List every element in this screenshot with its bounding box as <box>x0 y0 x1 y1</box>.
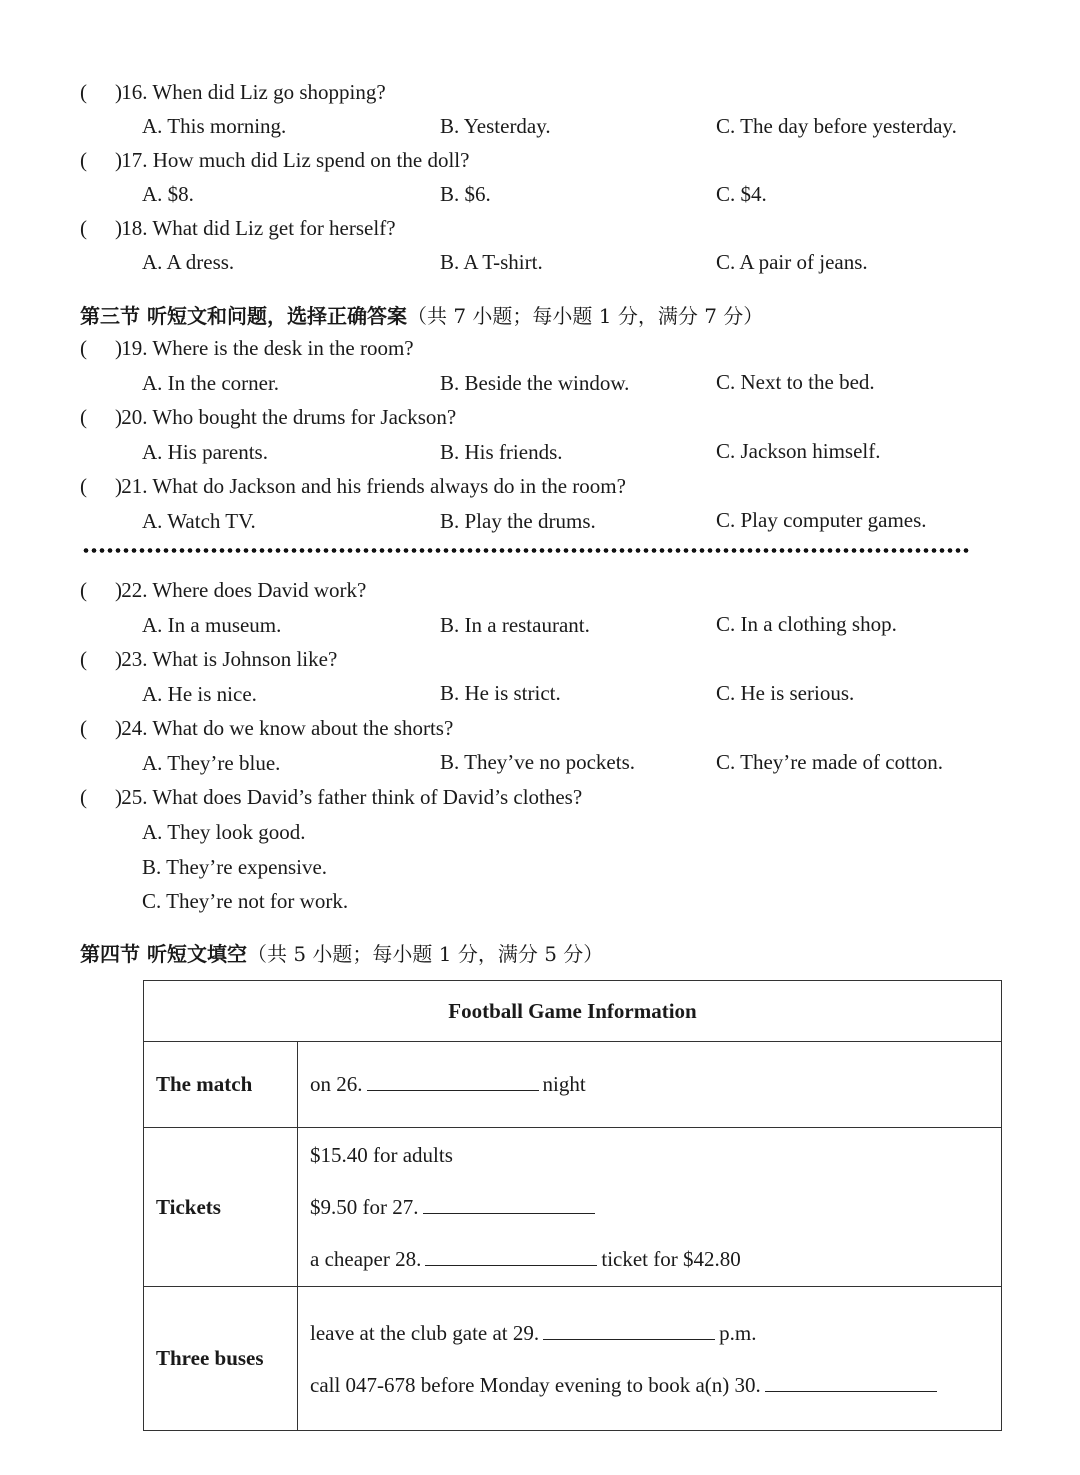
question-text: 24. What do we know about the shorts? <box>121 716 454 740</box>
option-a[interactable]: A. His parents. <box>142 440 268 464</box>
football-info-table <box>143 980 1002 1431</box>
tickets-line-3-post: ticket for $42.80 <box>601 1247 741 1271</box>
answer-paren[interactable]: ( ) <box>80 336 122 360</box>
option-c[interactable]: C. He is serious. <box>716 681 855 705</box>
question-text: 16. When did Liz go shopping? <box>121 80 386 104</box>
option-b[interactable]: B. A T-shirt. <box>440 250 543 274</box>
question-22 <box>80 578 366 603</box>
option-a[interactable]: A. They look good. <box>142 820 306 844</box>
question-16 <box>80 80 386 105</box>
question-24 <box>80 716 453 741</box>
option-a[interactable]: A. They’re blue. <box>142 751 281 775</box>
buses-line-2-text: call 047-678 before Monday evening to book a(n) 30. <box>310 1372 761 1397</box>
option-a[interactable]: A. This morning. <box>142 114 287 138</box>
question-text: 25. What does David’s father think of David’s clothes? <box>121 785 583 809</box>
option-c[interactable]: C. They’re not for work. <box>142 889 349 913</box>
match-text: on 26. <box>310 1072 363 1096</box>
question-text: 21. What do Jackson and his friends always do in the room? <box>121 474 626 498</box>
question-19 <box>80 336 414 361</box>
question-text: 22. Where does David work? <box>121 578 367 602</box>
tickets-line-1: $15.40 for adults <box>310 1143 453 1167</box>
option-b[interactable]: B. They’re expensive. <box>142 855 328 879</box>
blank-30[interactable] <box>765 1373 937 1392</box>
question-18 <box>80 216 396 241</box>
answer-paren[interactable]: ( ) <box>80 785 122 809</box>
option-c[interactable]: C. Next to the bed. <box>716 370 875 394</box>
option-b[interactable]: B. Play the drums. <box>440 509 596 533</box>
question-17 <box>80 148 469 173</box>
option-b[interactable]: B. Beside the window. <box>440 371 630 395</box>
option-b[interactable]: B. They’ve no pockets. <box>440 750 635 774</box>
match-cell <box>298 1042 1002 1128</box>
buses-line-1 <box>310 1307 1000 1359</box>
buses-line-2 <box>310 1359 1000 1411</box>
question-text: 20. Who bought the drums for Jackson? <box>121 405 457 429</box>
section-4-title <box>80 938 603 967</box>
question-text: 18. What did Liz get for herself? <box>121 216 396 240</box>
option-c[interactable]: C. In a clothing shop. <box>716 612 897 636</box>
question-text: 19. Where is the desk in the room? <box>121 336 414 360</box>
tickets-line-2-text: $9.50 for 27. <box>310 1195 419 1219</box>
match-text-post: night <box>542 1072 586 1096</box>
option-a[interactable]: A. He is nice. <box>142 682 257 706</box>
option-b[interactable]: B. $6. <box>440 182 491 206</box>
table-heading: Football Game Information <box>144 981 1002 1042</box>
section-title-bold: 第三节 听短文和问题，选择正确答案 <box>80 304 407 328</box>
tickets-cell <box>298 1128 1002 1287</box>
question-text: 17. How much did Liz spend on the doll? <box>121 148 470 172</box>
answer-paren[interactable]: ( ) <box>80 716 122 740</box>
blank-26[interactable] <box>367 1072 539 1091</box>
option-b[interactable]: B. In a restaurant. <box>440 613 590 637</box>
section-title-rest: （共 7 小题；每小题 1 分，满分 7 分） <box>406 304 764 328</box>
option-a[interactable]: A. Watch TV. <box>142 509 256 533</box>
option-c[interactable]: C. They’re made of cotton. <box>716 750 944 774</box>
answer-paren[interactable]: ( ) <box>80 405 122 429</box>
option-a[interactable]: A. In the corner. <box>142 371 280 395</box>
option-c[interactable]: C. Play computer games. <box>716 508 927 532</box>
tickets-label: Tickets <box>144 1128 298 1287</box>
match-label: The match <box>144 1042 298 1128</box>
blank-27[interactable] <box>423 1195 595 1214</box>
answer-paren[interactable]: ( ) <box>80 578 122 602</box>
option-b[interactable]: B. His friends. <box>440 440 563 464</box>
tickets-line-3 <box>310 1233 1000 1285</box>
blank-29[interactable] <box>543 1321 715 1340</box>
dotted-separator <box>82 548 970 553</box>
answer-paren[interactable]: ( ) <box>80 647 122 671</box>
buses-label: Three buses <box>144 1287 298 1431</box>
answer-paren[interactable]: ( ) <box>80 474 122 498</box>
tickets-line-3-text: a cheaper 28. <box>310 1247 422 1271</box>
option-a[interactable]: A. In a museum. <box>142 613 282 637</box>
question-21 <box>80 474 626 499</box>
section-title-bold: 第四节 听短文填空 <box>80 942 247 966</box>
answer-paren[interactable]: ( ) <box>80 216 122 240</box>
answer-paren[interactable]: ( ) <box>80 80 122 104</box>
option-c[interactable]: C. The day before yesterday. <box>716 114 957 138</box>
option-c[interactable]: C. A pair of jeans. <box>716 250 868 274</box>
buses-line-1-post: p.m. <box>719 1320 757 1345</box>
question-23 <box>80 647 337 672</box>
section-3-title <box>80 300 763 329</box>
option-c[interactable]: C. $4. <box>716 182 767 206</box>
option-a[interactable]: A. $8. <box>142 182 194 206</box>
answer-paren[interactable]: ( ) <box>80 148 122 172</box>
question-25 <box>80 785 582 810</box>
section-title-rest: （共 5 小题；每小题 1 分，满分 5 分） <box>246 942 604 966</box>
question-20 <box>80 405 456 430</box>
question-text: 23. What is Johnson like? <box>121 647 338 671</box>
buses-line-1-text: leave at the club gate at 29. <box>310 1320 540 1345</box>
option-b[interactable]: B. Yesterday. <box>440 114 551 138</box>
tickets-line-2 <box>310 1181 1000 1233</box>
option-b[interactable]: B. He is strict. <box>440 681 561 705</box>
buses-cell <box>298 1287 1002 1431</box>
blank-28[interactable] <box>425 1247 597 1266</box>
option-a[interactable]: A. A dress. <box>142 250 235 274</box>
option-c[interactable]: C. Jackson himself. <box>716 439 881 463</box>
